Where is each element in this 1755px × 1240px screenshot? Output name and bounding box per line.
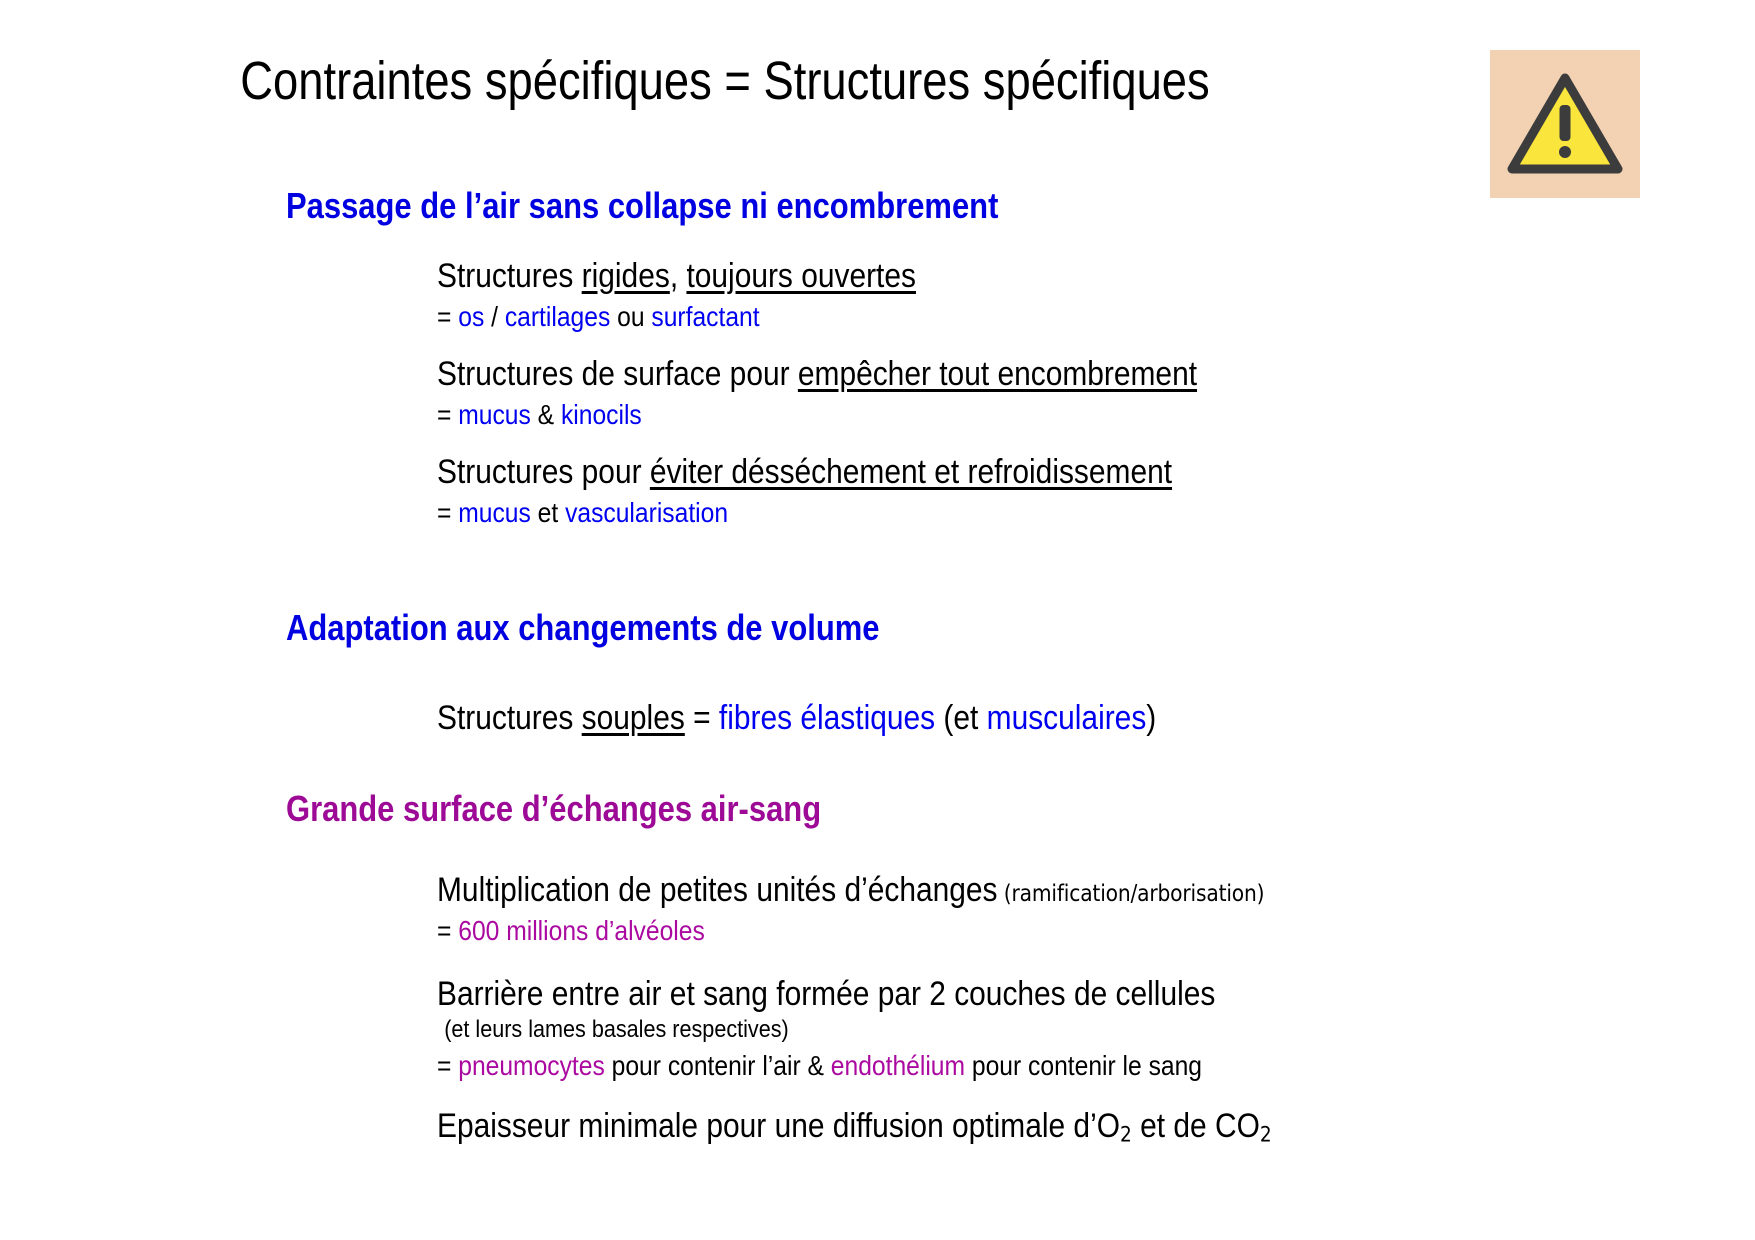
text-run: Structures — [437, 699, 582, 737]
text-run: = — [437, 399, 459, 431]
text-run: = — [437, 1049, 459, 1081]
content-block-multiplication — [437, 870, 1377, 948]
text-run: = — [437, 497, 459, 529]
text-run: pour contenir le sang — [965, 1049, 1203, 1081]
block-main-line — [437, 1106, 1272, 1147]
block-note-line: (et leurs lames basales respectives) — [444, 1016, 789, 1044]
subscript-co2: 2 — [1259, 1121, 1272, 1147]
block-sub-line — [437, 914, 1264, 948]
block-main-line — [437, 452, 1172, 492]
text-run-highlight: mucus — [458, 497, 531, 529]
block-sub-line — [437, 496, 1172, 530]
text-run: Structures de surface pour — [437, 355, 798, 393]
text-run: , — [669, 257, 687, 295]
block-main-line — [437, 354, 1197, 394]
text-run-underlined: empêcher tout encombrement — [797, 355, 1198, 393]
text-run-highlight: vascularisation — [565, 497, 729, 529]
section-heading-grande-surface: Grande surface d’échanges air-sang — [286, 788, 822, 829]
text-run-highlight: mucus — [458, 399, 531, 431]
text-run-highlight: musculaires — [986, 699, 1147, 737]
text-run: = — [684, 699, 719, 737]
text-run-highlight: os — [458, 301, 485, 333]
text-run-highlight: 600 millions d’alvéoles — [458, 915, 705, 947]
text-run-underlined: souples — [581, 699, 685, 737]
block-main-line — [437, 974, 1215, 1014]
text-run: ou — [610, 301, 652, 333]
block-main-line — [437, 698, 1156, 738]
block-main-line — [437, 870, 1264, 910]
text-run-underlined: éviter désséchement et refroidissement — [649, 453, 1173, 491]
text-run: Structures pour — [437, 453, 650, 491]
text-run-highlight: cartilages — [504, 301, 611, 333]
content-block-rigides — [437, 256, 981, 334]
section-heading-passage: Passage de l’air sans collapse ni encombrement — [286, 185, 999, 226]
text-run: pour contenir l’air & — [604, 1049, 831, 1081]
text-run: = — [437, 301, 459, 333]
block-main-line — [437, 256, 916, 296]
block-sub-line — [437, 398, 1197, 432]
text-run: Epaisseur minimale pour une diffusion optimale d’O — [437, 1107, 1120, 1145]
text-run: ) — [1146, 699, 1157, 737]
content-block-epaisseur — [437, 1106, 1385, 1147]
block-sub-line — [437, 300, 916, 334]
text-run-underlined: toujours ouvertes — [686, 257, 916, 295]
text-run: / — [484, 301, 505, 333]
text-run-highlight: endothélium — [830, 1049, 966, 1081]
section-heading-adaptation: Adaptation aux changements de volume — [286, 607, 880, 648]
text-run-underlined: rigides — [581, 257, 670, 295]
text-run: Barrière entre air et sang formée par 2 couches de cellules — [437, 975, 1216, 1013]
block-sub-line — [437, 1049, 1215, 1083]
text-run-highlight: pneumocytes — [458, 1049, 605, 1081]
content-block-barriere — [437, 974, 1321, 1083]
content-block-souples — [437, 698, 1254, 738]
text-run: = — [437, 915, 459, 947]
page-title: Contraintes spécifiques = Structures spécifiques — [240, 51, 1210, 111]
content-block-surface — [437, 354, 1301, 432]
text-run: et — [530, 497, 566, 529]
text-run: Multiplication de petites unités d’échanges — [437, 871, 998, 909]
text-run-highlight: fibres élastiques — [718, 699, 936, 737]
subscript-o2: 2 — [1119, 1121, 1132, 1147]
text-run: Structures — [437, 257, 582, 295]
text-run-parenthetical: (ramification/arborisation) — [997, 881, 1265, 907]
text-run: & — [530, 399, 561, 431]
text-run-highlight: kinocils — [560, 399, 642, 431]
warning-triangle-icon — [1490, 50, 1640, 198]
text-run-highlight: surfactant — [651, 301, 760, 333]
text-run: et de CO — [1131, 1107, 1260, 1145]
content-block-dessechement — [437, 452, 1272, 530]
text-run: (et — [935, 699, 987, 737]
